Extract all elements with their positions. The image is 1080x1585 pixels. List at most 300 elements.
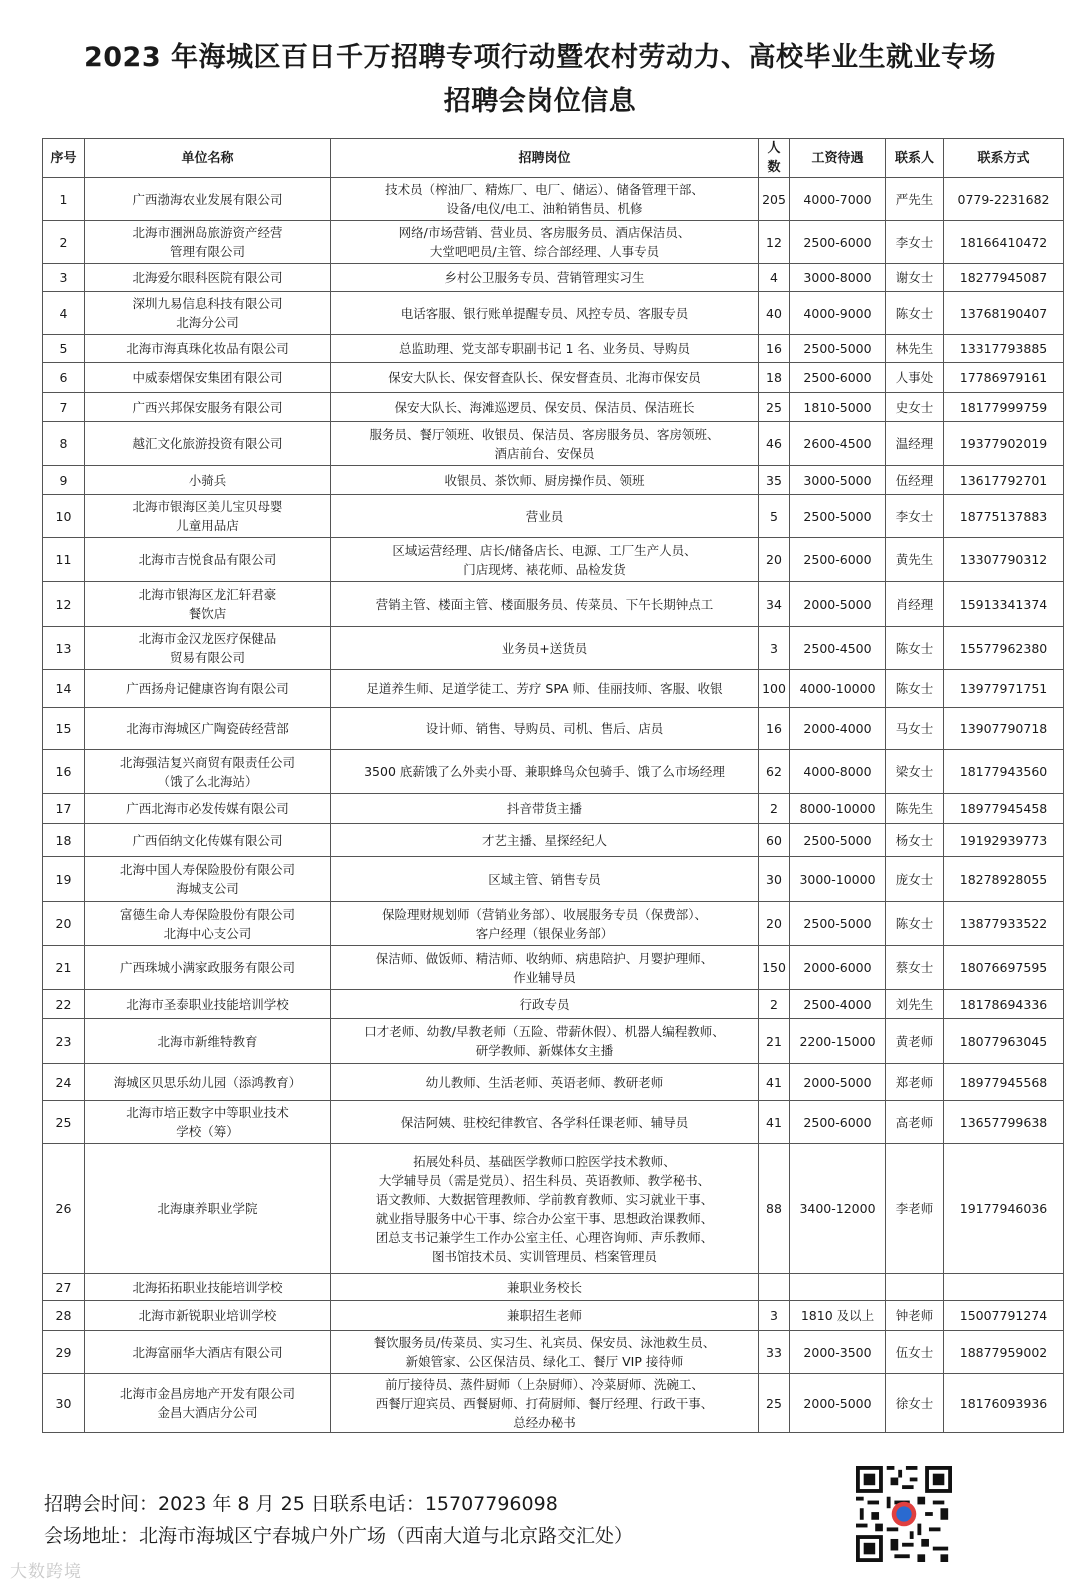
cell-phone-text: 19192939773 xyxy=(959,832,1048,848)
cell-count-text: 150 xyxy=(762,960,786,975)
cell-phone xyxy=(944,538,1064,582)
cell-contact-text: 严先生 xyxy=(895,191,934,207)
cell-no xyxy=(43,422,85,466)
cell-no xyxy=(43,1374,85,1433)
cell-salary xyxy=(790,264,886,292)
cell-company xyxy=(85,1274,331,1301)
table-row xyxy=(43,750,1064,794)
cell-contact xyxy=(886,1144,944,1274)
table-row xyxy=(43,264,1064,292)
cell-salary xyxy=(790,794,886,824)
cell-company-text: 北海富丽华大酒店有限公司 xyxy=(132,1344,283,1360)
cell-contact-text: 黄先生 xyxy=(895,552,934,567)
cell-contact xyxy=(886,422,944,466)
cell-salary xyxy=(790,495,886,538)
cell-phone xyxy=(944,627,1064,670)
cell-company-text: 越汇文化旅游投资有限公司 xyxy=(132,436,283,451)
cell-company xyxy=(85,335,331,363)
cell-company-text: 北海康养职业学院 xyxy=(157,1201,258,1216)
cell-company-text: 广西扬舟记健康咨询有限公司 xyxy=(126,681,289,696)
cell-phone xyxy=(944,221,1064,264)
cell-positions xyxy=(331,178,759,221)
table-row xyxy=(43,422,1064,466)
cell-positions xyxy=(331,794,759,824)
cell-no-text: 23 xyxy=(55,1033,72,1049)
cell-count-text: 34 xyxy=(766,596,782,612)
cell-no-text: 30 xyxy=(55,1395,72,1411)
cell-contact-text: 人事处 xyxy=(895,370,934,385)
cell-company xyxy=(85,422,331,466)
cell-salary xyxy=(790,1019,886,1064)
cell-no xyxy=(43,1144,85,1274)
cell-phone xyxy=(944,1101,1064,1144)
cell-salary xyxy=(790,990,886,1019)
cell-phone-text: 13317793885 xyxy=(959,341,1048,356)
cell-company xyxy=(85,750,331,794)
header-no: 序号 xyxy=(43,139,85,178)
cell-no xyxy=(43,990,85,1019)
cell-count-text: 20 xyxy=(766,552,782,567)
cell-salary-text: 2500-4500 xyxy=(803,640,872,656)
cell-contact xyxy=(886,857,944,902)
cell-phone-text: 18177999759 xyxy=(959,399,1048,415)
table-row xyxy=(43,363,1064,393)
cell-contact-text: 陈女士 xyxy=(895,916,934,931)
cell-positions-text: 保洁师、做饭师、精洁师、收纳师、病患陪护、月婴护理师、 作业辅导员 xyxy=(375,950,714,985)
cell-count-text: 2 xyxy=(770,996,778,1012)
cell-positions xyxy=(331,627,759,670)
cell-contact xyxy=(886,582,944,627)
cell-count-text: 40 xyxy=(766,305,782,321)
cell-salary xyxy=(790,824,886,857)
cell-company xyxy=(85,393,331,422)
cell-no-text: 15 xyxy=(55,721,72,736)
cell-no-text: 1 xyxy=(59,191,68,207)
cell-positions-text: 行政专员 xyxy=(519,996,570,1012)
cell-positions xyxy=(331,902,759,946)
table-body xyxy=(43,178,1064,1433)
cell-contact xyxy=(886,1064,944,1101)
cell-contact xyxy=(886,221,944,264)
cell-count xyxy=(759,794,790,824)
cell-salary-text: 4000-8000 xyxy=(803,764,872,779)
cell-positions xyxy=(331,1019,759,1064)
cell-company xyxy=(85,178,331,221)
cell-contact xyxy=(886,627,944,670)
cell-count xyxy=(759,393,790,422)
cell-positions-text: 网络/市场营销、营业员、客房服务员、酒店保洁员、 大堂吧吧员/主管、综合部经理、人事专员 xyxy=(398,225,691,259)
cell-salary xyxy=(790,422,886,466)
cell-phone xyxy=(944,495,1064,538)
cell-no xyxy=(43,1019,85,1064)
cell-no-text: 9 xyxy=(59,472,68,488)
cell-positions-text: 营业员 xyxy=(525,508,564,524)
cell-salary xyxy=(790,1064,886,1101)
cell-phone-text: 13307790312 xyxy=(959,552,1048,567)
cell-company-text: 广西兴邦保安服务有限公司 xyxy=(132,399,283,415)
cell-company-text: 北海拓拓职业技能培训学校 xyxy=(132,1279,283,1295)
header-positions: 招聘岗位 xyxy=(331,139,759,178)
cell-count xyxy=(759,750,790,794)
cell-count-text: 3 xyxy=(770,640,778,656)
cell-salary-text: 2000-4000 xyxy=(803,721,872,736)
cell-salary-text: 4000-9000 xyxy=(803,305,872,321)
cell-phone xyxy=(944,750,1064,794)
cell-contact-text: 高老师 xyxy=(895,1114,934,1130)
cell-company xyxy=(85,538,331,582)
cell-no-text: 10 xyxy=(55,508,72,524)
cell-company xyxy=(85,990,331,1019)
cell-company-text: 海城区贝思乐幼儿园（添鸿教育） xyxy=(113,1074,302,1090)
cell-company-text: 广西北海市必发传媒有限公司 xyxy=(126,801,289,816)
cell-salary-text: 4000-7000 xyxy=(803,191,872,207)
cell-contact xyxy=(886,670,944,708)
cell-contact xyxy=(886,824,944,857)
cell-positions xyxy=(331,264,759,292)
cell-positions xyxy=(331,1274,759,1301)
cell-salary xyxy=(790,1301,886,1331)
cell-phone-text: 18877959002 xyxy=(959,1344,1048,1360)
cell-contact-text: 杨女士 xyxy=(895,832,934,848)
cell-count xyxy=(759,582,790,627)
cell-phone xyxy=(944,794,1064,824)
cell-no-text: 14 xyxy=(55,681,72,696)
cell-positions-text: 设计师、销售、导购员、司机、售后、店员 xyxy=(425,721,664,736)
cell-company-text: 广西渤海农业发展有限公司 xyxy=(132,191,283,207)
table-row xyxy=(43,857,1064,902)
cell-positions xyxy=(331,1374,759,1433)
cell-company-text: 广西珠城小满家政服务有限公司 xyxy=(119,960,295,975)
cell-no-text: 7 xyxy=(59,399,68,415)
cell-positions-text: 幼儿教师、生活老师、英语老师、教研老师 xyxy=(425,1074,664,1090)
cell-salary xyxy=(790,538,886,582)
cell-count xyxy=(759,1019,790,1064)
cell-phone-text: 15007791274 xyxy=(959,1308,1048,1323)
cell-positions-text: 前厅接待员、蒸件厨师（上杂厨师）、冷菜厨师、洗碗工、 西餐厅迎宾员、西餐厨师、打荷厨师、餐厅经理、行政干事、 总经办秘书 xyxy=(375,1376,714,1430)
cell-positions-text: 业务员+送货员 xyxy=(501,640,588,656)
cell-company-text: 小骑兵 xyxy=(188,472,227,488)
cell-positions-text: 3500 底薪饿了么外卖小哥、兼职蜂鸟众包骑手、饿了么市场经理 xyxy=(364,764,725,779)
title-line-1: 2023 年海城区百日千万招聘专项行动暨农村劳动力、高校毕业生就业专场 xyxy=(83,42,997,73)
cell-count-text: 5 xyxy=(770,508,778,524)
cell-count xyxy=(759,990,790,1019)
cell-no-text: 21 xyxy=(55,960,72,975)
cell-count xyxy=(759,495,790,538)
job-table xyxy=(42,138,1064,1433)
cell-phone-text: 13657799638 xyxy=(959,1114,1048,1130)
cell-positions xyxy=(331,292,759,335)
cell-positions-text: 兼职业务校长 xyxy=(506,1279,582,1295)
cell-positions-text: 区域主管、销售专员 xyxy=(488,871,601,887)
cell-count-text: 2 xyxy=(770,801,778,816)
cell-phone xyxy=(944,335,1064,363)
cell-count xyxy=(759,292,790,335)
cell-contact-text: 李女士 xyxy=(895,508,934,524)
cell-company xyxy=(85,221,331,264)
cell-count xyxy=(759,178,790,221)
table-row xyxy=(43,946,1064,990)
cell-no-text: 29 xyxy=(55,1344,72,1360)
cell-phone-text: 18277945087 xyxy=(959,270,1048,285)
table-row xyxy=(43,292,1064,335)
cell-no xyxy=(43,264,85,292)
cell-salary xyxy=(790,335,886,363)
cell-no xyxy=(43,363,85,393)
cell-salary-text: 2200-15000 xyxy=(799,1033,876,1049)
cell-positions xyxy=(331,466,759,495)
cell-company xyxy=(85,824,331,857)
cell-no xyxy=(43,178,85,221)
cell-count xyxy=(759,538,790,582)
cell-salary-text: 2000-5000 xyxy=(803,1395,872,1411)
cell-no xyxy=(43,466,85,495)
cell-company xyxy=(85,495,331,538)
cell-no-text: 25 xyxy=(55,1114,72,1130)
cell-positions xyxy=(331,538,759,582)
cell-phone xyxy=(944,1144,1064,1274)
cell-salary xyxy=(790,1331,886,1374)
cell-phone xyxy=(944,708,1064,750)
cell-contact xyxy=(886,902,944,946)
cell-count-text: 41 xyxy=(766,1114,782,1130)
cell-no xyxy=(43,1301,85,1331)
cell-contact xyxy=(886,1274,944,1301)
cell-phone xyxy=(944,466,1064,495)
cell-salary-text: 2500-6000 xyxy=(803,370,872,385)
cell-positions-text: 电话客服、银行账单提醒专员、风控专员、客服专员 xyxy=(400,305,689,321)
cell-contact xyxy=(886,393,944,422)
cell-no xyxy=(43,495,85,538)
cell-company xyxy=(85,902,331,946)
cell-salary-text: 1810-5000 xyxy=(803,399,872,415)
cell-contact xyxy=(886,794,944,824)
header-company: 单位名称 xyxy=(85,139,331,178)
cell-phone xyxy=(944,422,1064,466)
header-contact: 联系人 xyxy=(886,139,944,178)
cell-company xyxy=(85,1144,331,1274)
cell-contact-text: 梁女士 xyxy=(895,764,934,779)
cell-no xyxy=(43,1101,85,1144)
cell-positions xyxy=(331,335,759,363)
cell-count xyxy=(759,1331,790,1374)
cell-no-text: 13 xyxy=(55,640,72,656)
title-line-2: 招聘会岗位信息 xyxy=(443,86,637,117)
cell-salary-text: 2000-5000 xyxy=(803,1074,872,1090)
table-row xyxy=(43,1274,1064,1301)
cell-positions xyxy=(331,422,759,466)
cell-phone-text: 18278928055 xyxy=(959,871,1048,887)
cell-phone xyxy=(944,857,1064,902)
cell-phone xyxy=(944,582,1064,627)
table-row xyxy=(43,221,1064,264)
cell-salary xyxy=(790,857,886,902)
table-row xyxy=(43,902,1064,946)
cell-count-text: 3 xyxy=(770,1308,778,1323)
cell-count xyxy=(759,824,790,857)
table-row xyxy=(43,393,1064,422)
cell-phone-text: 18775137883 xyxy=(959,508,1048,524)
cell-company xyxy=(85,670,331,708)
cell-count-text: 25 xyxy=(766,399,782,415)
table-header-row xyxy=(43,139,1064,178)
cell-company xyxy=(85,627,331,670)
cell-contact-text: 陈女士 xyxy=(895,640,934,656)
cell-company xyxy=(85,582,331,627)
cell-phone xyxy=(944,1331,1064,1374)
watermark: 大数跨境 xyxy=(10,1562,82,1582)
cell-no-text: 6 xyxy=(59,370,68,385)
cell-contact-text: 林先生 xyxy=(895,341,934,356)
cell-no-text: 22 xyxy=(55,996,72,1012)
cell-count xyxy=(759,466,790,495)
cell-salary xyxy=(790,750,886,794)
cell-count xyxy=(759,1301,790,1331)
cell-no xyxy=(43,794,85,824)
cell-count-text: 20 xyxy=(766,916,782,931)
cell-phone xyxy=(944,824,1064,857)
cell-positions xyxy=(331,1331,759,1374)
cell-contact xyxy=(886,1374,944,1433)
cell-company xyxy=(85,1064,331,1101)
table-row xyxy=(43,178,1064,221)
header-salary: 工资待遇 xyxy=(790,139,886,178)
cell-phone-text: 18177943560 xyxy=(959,764,1048,779)
table-row xyxy=(43,335,1064,363)
table-row xyxy=(43,824,1064,857)
cell-phone-text: 13907790718 xyxy=(959,721,1048,736)
cell-company-text: 北海市海城区广陶瓷砖经营部 xyxy=(126,721,289,736)
cell-count-text: 30 xyxy=(766,871,782,887)
table-row xyxy=(43,1374,1064,1433)
cell-contact-text: 黄老师 xyxy=(895,1033,934,1049)
cell-salary xyxy=(790,582,886,627)
cell-contact xyxy=(886,1019,944,1064)
cell-positions xyxy=(331,495,759,538)
fair-time-line: 招聘会时间：2023 年 8 月 25 日联系电话：15707796098 xyxy=(44,1493,558,1515)
cell-contact xyxy=(886,1101,944,1144)
cell-phone xyxy=(944,1019,1064,1064)
cell-positions-text: 口才老师、幼教/早教老师（五险、带薪休假）、机器人编程教师、 研学教师、新媒体女主播 xyxy=(364,1024,725,1058)
cell-contact-text: 伍女士 xyxy=(895,1344,934,1360)
table-row xyxy=(43,466,1064,495)
cell-phone xyxy=(944,946,1064,990)
cell-company xyxy=(85,946,331,990)
table-row xyxy=(43,1331,1064,1374)
table-row xyxy=(43,1101,1064,1144)
cell-count-text: 18 xyxy=(766,370,782,385)
cell-positions-text: 保洁阿姨、驻校纪律教官、各学科任课老师、辅导员 xyxy=(400,1114,689,1130)
cell-no-text: 17 xyxy=(55,801,72,816)
cell-no-text: 5 xyxy=(59,341,68,356)
cell-phone-text: 18076697595 xyxy=(959,960,1048,975)
cell-positions-text: 保安大队长、海滩巡逻员、保安员、保洁员、保洁班长 xyxy=(394,399,695,415)
cell-positions xyxy=(331,670,759,708)
cell-count-text: 46 xyxy=(766,436,782,451)
cell-count xyxy=(759,857,790,902)
cell-count xyxy=(759,335,790,363)
cell-salary-text: 2500-6000 xyxy=(803,552,872,567)
cell-company xyxy=(85,1374,331,1433)
cell-company-text: 北海市新维特教育 xyxy=(157,1033,258,1049)
cell-contact xyxy=(886,538,944,582)
cell-salary xyxy=(790,1101,886,1144)
page-title xyxy=(0,38,1080,122)
cell-contact-text: 徐女士 xyxy=(895,1395,934,1411)
cell-company-text: 北海市圣泰职业技能培训学校 xyxy=(126,996,289,1012)
cell-positions xyxy=(331,1301,759,1331)
cell-contact xyxy=(886,1301,944,1331)
cell-company-text: 中威泰熠保安集团有限公司 xyxy=(132,370,283,385)
cell-salary xyxy=(790,393,886,422)
cell-phone-text: 13768190407 xyxy=(959,305,1048,321)
cell-no xyxy=(43,946,85,990)
cell-count-text: 21 xyxy=(766,1033,782,1049)
cell-positions xyxy=(331,363,759,393)
cell-contact xyxy=(886,946,944,990)
cell-salary xyxy=(790,1374,886,1433)
cell-count-text: 35 xyxy=(766,472,782,488)
cell-phone-text: 19377902019 xyxy=(959,436,1048,451)
cell-positions xyxy=(331,946,759,990)
table-row xyxy=(43,670,1064,708)
cell-count-text: 12 xyxy=(766,234,782,250)
cell-count xyxy=(759,363,790,393)
cell-contact xyxy=(886,264,944,292)
cell-no-text: 19 xyxy=(55,871,72,887)
cell-no-text: 28 xyxy=(55,1308,72,1323)
cell-phone xyxy=(944,178,1064,221)
cell-salary xyxy=(790,221,886,264)
cell-no xyxy=(43,538,85,582)
cell-positions xyxy=(331,750,759,794)
cell-phone-text: 15913341374 xyxy=(959,596,1048,612)
header-count: 人数 xyxy=(759,139,790,178)
cell-company xyxy=(85,1101,331,1144)
cell-positions-text: 乡村公卫服务专员、营销管理实习生 xyxy=(444,270,645,285)
cell-no-text: 4 xyxy=(59,305,68,321)
cell-no-text: 12 xyxy=(55,596,72,612)
cell-no xyxy=(43,1064,85,1101)
table-row xyxy=(43,1144,1064,1274)
cell-positions-text: 技术员（榨油厂、精炼厂、电厂、储运）、储备管理干部、 设备/电仪/电工、油粕销售员、机修 xyxy=(385,182,704,216)
cell-count xyxy=(759,1101,790,1144)
cell-contact-text: 温经理 xyxy=(895,436,934,451)
cell-contact-text: 陈女士 xyxy=(895,305,934,321)
cell-contact-text: 肖经理 xyxy=(895,596,934,612)
cell-phone xyxy=(944,990,1064,1019)
cell-phone xyxy=(944,363,1064,393)
cell-salary-text: 2000-6000 xyxy=(803,960,872,975)
cell-count xyxy=(759,221,790,264)
cell-positions xyxy=(331,582,759,627)
cell-positions-text: 营销主管、楼面主管、楼面服务员、传菜员、下午长期钟点工 xyxy=(375,596,714,612)
cell-count-text: 88 xyxy=(766,1201,782,1216)
cell-contact xyxy=(886,363,944,393)
cell-count-text: 16 xyxy=(766,341,782,356)
cell-company xyxy=(85,1301,331,1331)
cell-salary-text: 2500-5000 xyxy=(803,832,872,848)
cell-contact xyxy=(886,750,944,794)
cell-no xyxy=(43,708,85,750)
cell-phone xyxy=(944,292,1064,335)
header-phone: 联系方式 xyxy=(944,139,1064,178)
cell-contact-text: 郑老师 xyxy=(895,1074,934,1090)
cell-count xyxy=(759,1274,790,1301)
cell-salary-text: 3400-12000 xyxy=(799,1201,876,1216)
cell-company xyxy=(85,794,331,824)
cell-count xyxy=(759,1064,790,1101)
cell-count xyxy=(759,946,790,990)
